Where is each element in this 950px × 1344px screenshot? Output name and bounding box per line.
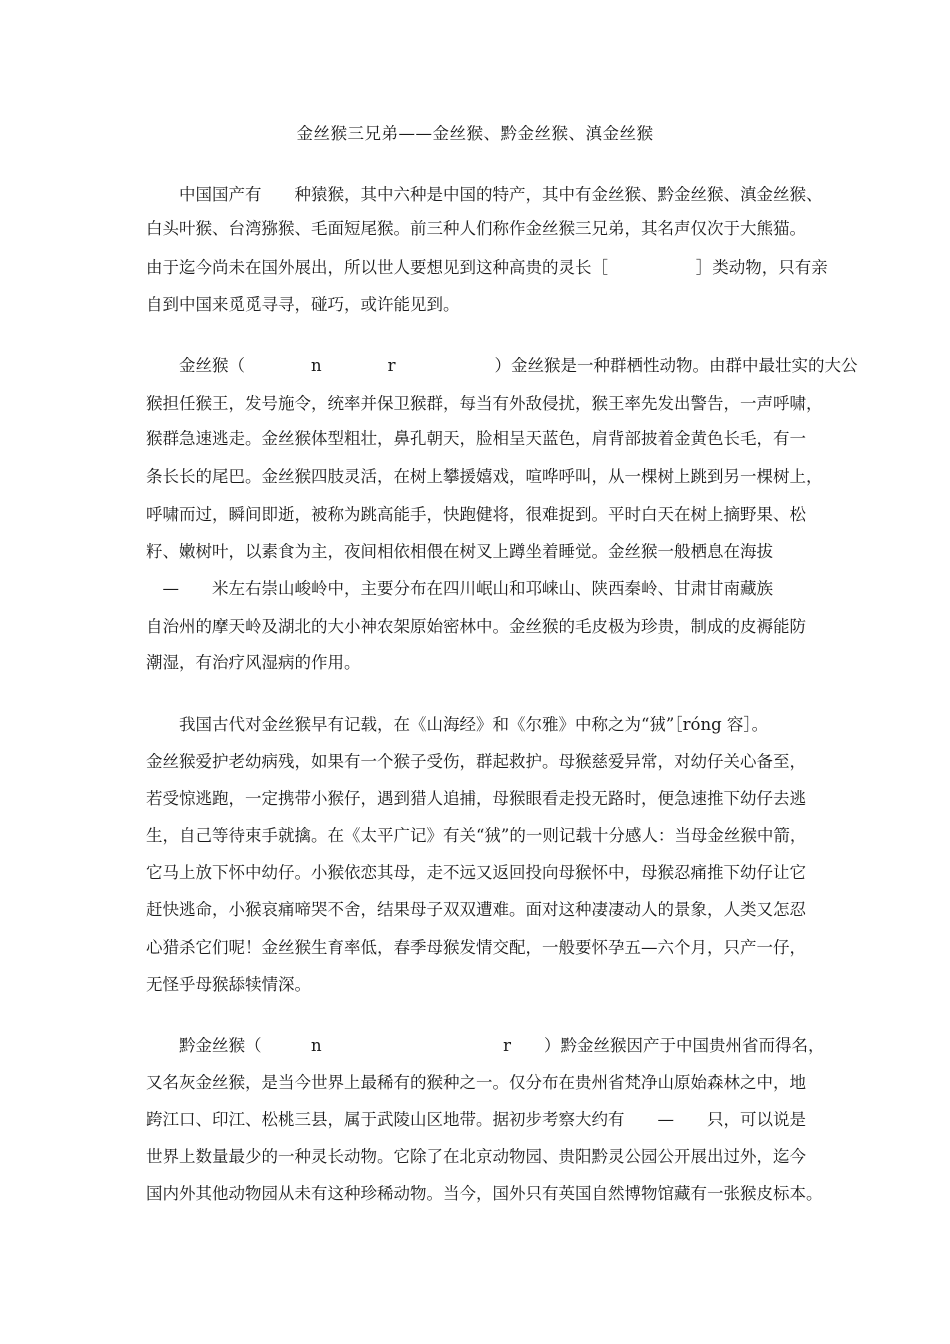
paragraph-2-line-3: 猴群急速逃走。金丝猴体型粗壮，鼻孔朝天，脸相呈天蓝色，肩背部披着金黄色长毛，有一 (146, 429, 806, 448)
paragraph-3-line-8: 无怪乎母猴舔犊情深。 (146, 975, 311, 994)
paragraph-2-line-7: — 米左右崇山峻岭中，主要分布在四川岷山和邛崃山、陕西秦岭、甘肃甘南藏族 (146, 579, 773, 598)
paragraph-2-line-5: 呼啸而过，瞬间即逝，被称为跳高能手，快跑健将，很难捉到。平时白天在树上摘野果、松 (146, 505, 806, 524)
paragraph-4-line-5: 国内外其他动物园从未有这种珍稀动物。当今，国外只有英国自然博物馆藏有一张猴皮标本。 (146, 1184, 823, 1203)
document-title: 金丝猴三兄弟——金丝猴、黔金丝猴、滇金丝猴 (296, 124, 654, 143)
paragraph-3-line-2: 金丝猴爱护老幼病残，如果有一个猴子受伤，群起救护。母猴慈爱异常，对幼仔关心备至， (146, 752, 806, 771)
paragraph-3-line-5: 它马上放下怀中幼仔。小猴依恋其母，走不远又返回投向母猴怀中，母猴忍痛推下幼仔让它 (146, 863, 806, 882)
paragraph-4-line-4: 世界上数量最少的一种灵长动物。它除了在北京动物园、贵阳黔灵公园公开展出过外，迄今 (146, 1147, 806, 1166)
paragraph-2-line-9: 潮湿，有治疗风湿病的作用。 (146, 653, 361, 672)
paragraph-3-line-6: 赶快逃命，小猴哀痛啼哭不舍，结果母子双双遭难。面对这种凄凄动人的景象，人类又怎忍 (146, 900, 806, 919)
paragraph-4-line-2: 又名灰金丝猴，是当今世界上最稀有的猴种之一。仅分布在贵州省梵净山原始森林之中，地 (146, 1073, 806, 1092)
paragraph-4-line-1: 黔金丝猴（ n r ）黔金丝猴因产于中国贵州省而得名， (179, 1036, 825, 1055)
paragraph-1-line-2: 白头叶猴、台湾猕猴、毛面短尾猴。前三种人们称作金丝猴三兄弟，其名声仅次于大熊猫。 (146, 219, 806, 238)
paragraph-3-line-3: 若受惊逃跑，一定携带小猴仔，遇到猎人追捕，母猴眼看走投无路时，便急速推下幼仔去逃 (146, 789, 806, 808)
paragraph-3-line-1: 我国古代对金丝猴早有记载，在《山海经》和《尔雅》中称之为“狨”［róng 容］。 (179, 715, 769, 734)
paragraph-2-line-8: 自治州的摩天岭及湖北的大小神农架原始密林中。金丝猴的毛皮极为珍贵，制成的皮褥能防 (146, 617, 806, 636)
paragraph-1-line-1: 中国国产有 种猿猴，其中六种是中国的特产，其中有金丝猴、黔金丝猴、滇金丝猴、 (179, 185, 823, 204)
paragraph-2-line-1: 金丝猴（ n r ）金丝猴是一种群栖性动物。由群中最壮实的大公 (179, 356, 858, 375)
paragraph-4-line-3: 跨江口、印江、松桃三县，属于武陵山区地带。据初步考察大约有 — 只，可以说是 (146, 1110, 806, 1129)
paragraph-3-line-4: 生，自己等待束手就擒。在《太平广记》有关“狨”的一则记载十分感人：当母金丝猴中箭， (146, 826, 807, 845)
paragraph-2-line-6: 籽、嫩树叶，以素食为主，夜间相依相偎在树叉上蹲坐着睡觉。金丝猴一般栖息在海拔 (146, 542, 773, 561)
paragraph-1-line-3: 由于迄今尚未在国外展出，所以世人要想见到这种高贵的灵长［ ］类动物，只有亲 (146, 258, 828, 277)
paragraph-2-line-2: 猴担任猴王，发号施令，统率并保卫猴群，每当有外敌侵扰，猴王率先发出警告，一声呼啸， (146, 394, 823, 413)
paragraph-3-line-7: 心猎杀它们呢！金丝猴生育率低，春季母猴发情交配，一般要怀孕五—六个月，只产一仔， (146, 938, 806, 957)
paragraph-2-line-4: 条长长的尾巴。金丝猴四肢灵活，在树上攀援嬉戏，喧哗呼叫，从一棵树上跳到另一棵树上， (146, 467, 823, 486)
paragraph-1-line-4: 自到中国来觅觅寻寻，碰巧，或许能见到。 (146, 295, 460, 314)
